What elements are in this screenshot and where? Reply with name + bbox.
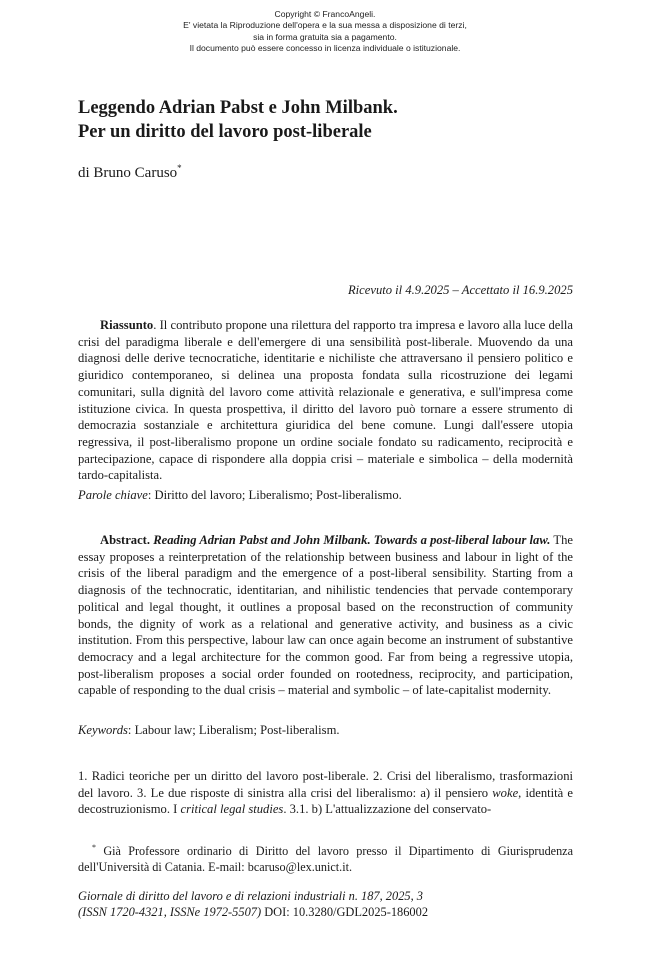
journal-doi: DOI: 10.3280/GDL2025-186002: [261, 905, 429, 920]
author-name: di Bruno Caruso: [78, 165, 178, 181]
author-footnote: [78, 840, 573, 875]
abstract-paragraph: [78, 532, 573, 699]
toc-part: , identità e decostruzionismo. I: [78, 785, 574, 817]
copyright-line: Copyright © FrancoAngeli.: [274, 9, 376, 19]
riassunto-paragraph: [78, 317, 573, 484]
riassunto-label: Riassunto: [100, 318, 154, 332]
toc-italic-woke: woke: [492, 785, 519, 800]
title-line-1: Leggendo Adrian Pabst e John Milbank.: [78, 98, 398, 118]
copyright-line: sia in forma gratuita sia a pagamento.: [253, 31, 397, 42]
received-accepted-dates: Ricevuto il 4.9.2025 – Accettato il 16.9.2025: [347, 283, 573, 297]
abstract-text: The essay proposes a reinterpretation of the relationship between business and labour in light of the crisis of the liberal paradigm and the emergence of a post-liberal sensibility. Starting from a diagnosis of the technocratic, identitarian, and nihilistic tendencies that pervade contemporary political and legal thought, it outlines a proposal based on the reconstruction of community bonds, the dignity of work as a relational and generative activity, and business as a civic institution. From this perspective, labour law can once again become an instrument of substantive democracy and a legal architecture for the common good. Far from being a regressive utopia, post-liberalism proposes a social order founded on rootedness, reciprocity, and participation, capable of responding to the dual crisis – material and symbolic – of late-capitalist modernity.: [78, 533, 573, 698]
keywords-text: : Labour law; Liberalism; Post-liberalism.: [127, 723, 340, 737]
article-title: [78, 96, 578, 144]
abstract-label: Abstract.: [100, 533, 151, 547]
toc-italic-cls: critical legal studies: [180, 802, 284, 817]
journal-name: Giornale di diritto del lavoro e di relazioni industriali n. 187, 2025, 3: [78, 889, 423, 903]
copyright-notice: [0, 9, 650, 55]
riassunto-text: . Il contributo propone una rilettura del rapporto tra impresa e lavoro alla luce della crisi del paradigma liberale e dell'emergere di una sensibilità post-liberale. Muovendo da una diagnosi delle derive tecnocratiche, identitarie e nichiliste che attraversano il pensiero politico e giuridico contemporaneo, si delinea una proposta fondata sulla ricostruzione dei legami comunitari, sulla dignità del lavoro come attività relazionale e generativa, e sull'impresa come istituzione civica. In questa prospettiva, il diritto del lavoro può tornare a essere strumento di democrazia sostanziale e architettura giuridica del bene comune. Lungi dall'essere utopia regressiva, il post-liberalismo propone un ordine sociale fondato su radicamento, reciprocità e partecipazione, capace di rispondere alla doppia crisi – materiale e simbolica – della modernità tardo-capitalista.: [78, 318, 573, 483]
journal-identifiers: [78, 904, 573, 920]
copyright-line: E' vietata la Riproduzione dell'opera e la sua messa a disposizione di terzi,: [183, 20, 467, 31]
author-line: [78, 163, 182, 182]
parole-chiave-text: : Diritto del lavoro; Liberalismo; Post-liberalismo.: [147, 488, 402, 502]
footnote-mark: *: [92, 843, 96, 852]
toc-part: . 3.1. b) L'attualizzazione del conservato-: [283, 802, 492, 817]
parole-chiave-label: Parole chiave: [78, 488, 148, 502]
footnote-text: Già Professore ordinario di Diritto del lavoro presso il Dipartimento di Giurisprudenza dell'Università di Catania. E-mail: bcaruso@lex.unict.it.: [78, 844, 573, 874]
table-of-contents: [78, 768, 573, 818]
keywords: [78, 722, 573, 739]
abstract-title: Reading Adrian Pabst and John Milbank. Towards a post-liberal labour law.: [153, 533, 551, 547]
toc-part: 1. Radici teoriche per un diritto del lavoro post-liberale. 2. Crisi del liberalismo, trasformazioni del lavoro. 3. Le due risposte di sinistra alla crisi del liberalismo: a) il pensiero: [78, 769, 573, 800]
author-footnote-mark: *: [177, 163, 182, 173]
copyright-line: Il documento può essere concesso in licenza individuale o istituzionale.: [189, 43, 461, 54]
keywords-label: Keywords: [78, 723, 128, 737]
journal-issn: (ISSN 1720-4321, ISSNe 1972-5507): [78, 905, 262, 920]
journal-citation: [78, 888, 573, 921]
parole-chiave: [78, 487, 573, 504]
title-line-2: Per un diritto del lavoro post-liberale: [78, 122, 372, 142]
